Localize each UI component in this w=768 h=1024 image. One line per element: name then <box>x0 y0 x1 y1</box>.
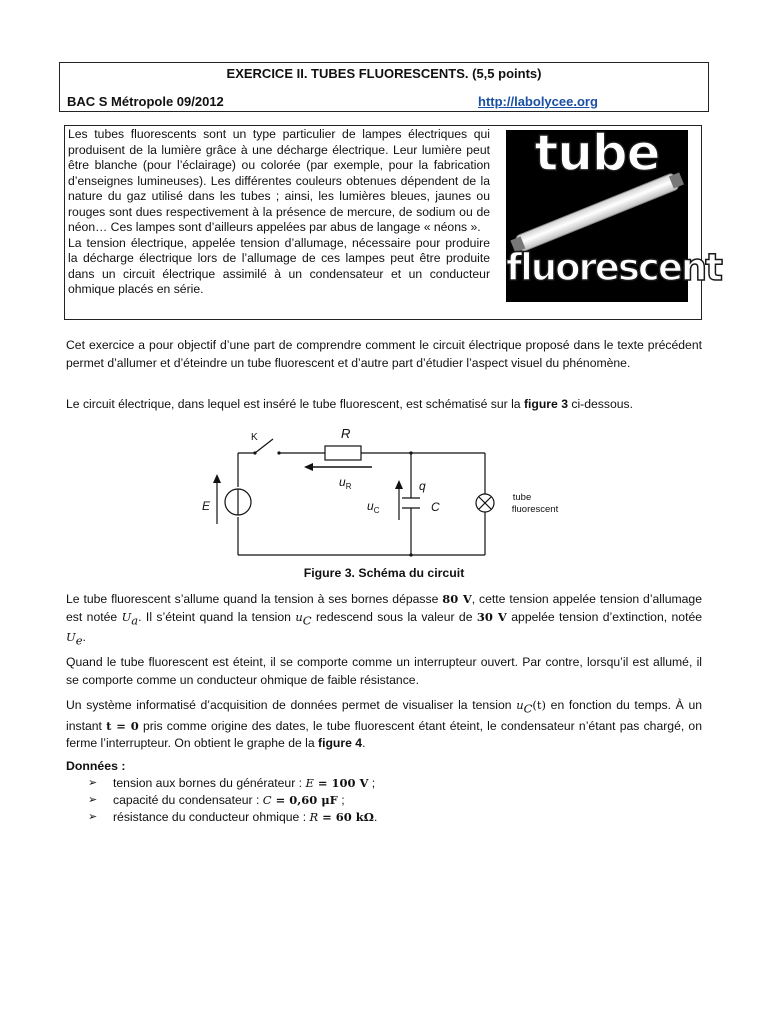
image-word-tube: tube <box>534 124 660 182</box>
label-q: q <box>419 479 426 493</box>
exam-source: BAC S Métropole 09/2012 <box>67 94 224 109</box>
label-K: K <box>251 432 258 443</box>
acquisition-paragraph: Un système informatisé d’acquisition de données permet de visualiser la tension $u_C(t)$ en fonction du temps. À un instant t = 0 pris comme origine des dates, le tube fluorescent étant éteint, le condensateur n’étant pas chargé, on ferme l’interrupteur. On obtient le graphe de la figure 4. <box>66 698 702 751</box>
list-item: ➢ capacité du condensateur : C = 0,60 μF ; <box>88 792 377 809</box>
label-uR: $u_R$ <box>339 475 352 491</box>
source-link[interactable]: http://labolycee.org <box>478 94 598 109</box>
label-E: E <box>202 499 211 513</box>
label-tube: tube <box>512 492 532 503</box>
figure4-reference: figure 4 <box>318 736 363 751</box>
donnees-title: Données : <box>66 759 126 773</box>
donnees-list <box>88 775 377 826</box>
intro-paragraph-2: La tension électrique, appelée tension d’allumage, nécessaire pour produire la décharge électrique lors de l’allumage de ces lampes peut être produite dans un circuit électrique assimilé à un condensateur et un conducteur ohmique placés en série. <box>68 235 490 296</box>
objective-text: Cet exercice a pour objectif d’une part de comprendre comment le circuit électrique proposé dans le texte précédent permet d’allumer et d’éteindre un tube fluorescent et d’autre part d’étudier l’aspect visuel du phénomène. <box>66 338 702 370</box>
exercise-header <box>59 62 709 112</box>
list-item: ➢ résistance du conducteur ohmique : R = 60 kΩ. <box>88 809 377 826</box>
value-80V: 80 V <box>442 592 472 606</box>
comportement-text: Quand le tube fluorescent est éteint, il se comporte comme un interrupteur ouvert. Par contre, lorsqu’il est allumé, il se comporte comme un conducteur ohmique de faible résistance. <box>66 655 702 687</box>
allumage-paragraph: Le tube fluorescent s’allume quand la tension à ses bornes dépasse 80 V, cette tension appelée tension d’allumage est notée $U_a$. Il s’éteint quand la tension $u_C$ redescend sous la valeur de 30 V appelée tension d’extinction, notée $U_e$. <box>66 592 703 648</box>
figure-caption: Figure 3. Schéma du circuit <box>303 566 465 580</box>
circuit-diagram <box>195 418 575 568</box>
label-R: R <box>341 426 351 441</box>
comportement-paragraph <box>66 654 702 689</box>
tube-fluorescent-image <box>506 124 721 302</box>
image-word-fluorescent: fluorescent <box>506 246 721 289</box>
intro-text <box>68 127 490 298</box>
intro-paragraph-1: Les tubes fluorescents sont un type particulier de lampes électriques qui produisent de la lumière grâce à une décharge électrique. Leur lumière peut être blanche (pour l’éclairage) ou colorée (par exemple, pour la fabrication d’enseignes lumineuses). Les différentes couleurs obtenues dépendent de la nature du gaz utilisé dans les tubes ; ainsi, les lumières bleues, jaunes ou rouges sont dues respectivement à la présence de mercure, de sodium ou de néon… Ces lampes sont d’ailleurs appelées par abus de langage « néons ». <box>68 127 490 234</box>
label-C: C <box>431 500 440 514</box>
exercise-title: EXERCICE II. TUBES FLUORESCENTS. (5,5 points) <box>226 66 542 81</box>
list-item: ➢ tension aux bornes du générateur : E = 100 V ; <box>88 775 377 792</box>
circuit-intro-end: ci-dessous. <box>567 397 634 411</box>
objective-paragraph <box>66 337 702 372</box>
circuit-intro-paragraph <box>66 396 702 414</box>
intro-box <box>64 124 721 320</box>
figure3-reference: figure 3 <box>523 397 568 411</box>
circuit-intro-text: Le circuit électrique, dans lequel est inséré le tube fluorescent, est schématisé sur la <box>66 397 524 411</box>
label-fluorescent: fluorescent <box>511 504 559 515</box>
value-30V: 30 V <box>476 609 507 624</box>
label-uC: $u_C$ <box>367 499 380 515</box>
